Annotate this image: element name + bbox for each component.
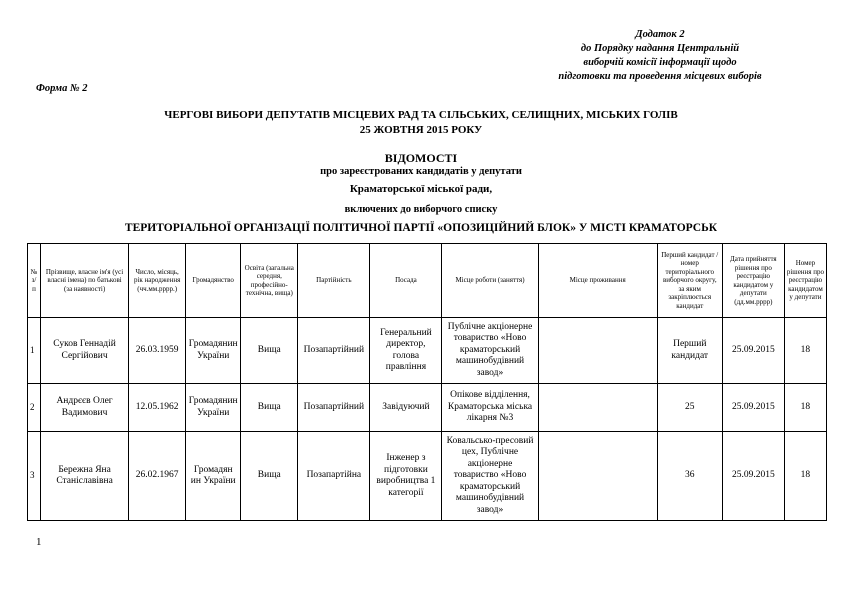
citizenship: Громадянин України [186, 318, 241, 384]
document-heading: ВІДОМОСТІ [384, 151, 458, 165]
column-header: Посада [370, 244, 442, 318]
appendix-line: виборчій комісії інформації щодо [583, 57, 737, 68]
workplace: Опікове відділення, Краматорська міська лікарня №3 [442, 384, 538, 432]
row-number: 3 [28, 432, 41, 521]
column-header: Громадянство [186, 244, 241, 318]
party-membership: Позапартійна [298, 432, 370, 521]
table-row [28, 384, 827, 432]
district-number: Перший кандидат [657, 318, 722, 384]
column-header: Число, місяць, рік народження (чч.мм.рррр.) [129, 244, 186, 318]
position: Завідуючий [370, 384, 442, 432]
decision-number: 18 [784, 318, 826, 384]
column-header: Місце проживання [538, 244, 657, 318]
election-date: 25 ЖОВТНЯ 2015 РОКУ [359, 124, 483, 136]
candidate-name: Суков Геннадій Сергійович [41, 318, 129, 384]
birth-date: 26.03.1959 [129, 318, 186, 384]
appendix-line: Додаток 2 [635, 29, 685, 40]
row-number: 1 [28, 318, 41, 384]
citizenship: Громадянин України [186, 384, 241, 432]
registration-date: 25.09.2015 [722, 318, 784, 384]
election-title: ЧЕРГОВІ ВИБОРИ ДЕПУТАТІВ МІСЦЕВИХ РАД ТА СІЛЬСЬКИХ, СЕЛИЩНИХ, МІСЬКИХ ГОЛІВ [164, 109, 678, 121]
column-header: Прізвище, власне ім'я (усі власні імена) по батькові (за наявності) [41, 244, 129, 318]
party-membership: Позапартійний [298, 384, 370, 432]
candidate-name: Бережна Яна Станіславівна [41, 432, 129, 521]
appendix-reference [500, 28, 820, 84]
page-number: 1 [36, 536, 42, 548]
column-header: Перший кандидат / номер територіального виборчого округу, за яким закріплюється кандидат [657, 244, 722, 318]
table-header-row [28, 244, 827, 318]
residence [538, 432, 657, 521]
decision-number: 18 [784, 384, 826, 432]
candidates-table [27, 243, 827, 521]
column-header: Освіта (загальна середня, професійно-технічна, вища) [241, 244, 298, 318]
candidate-name: Андрєєв Олег Вадимович [41, 384, 129, 432]
registration-date: 25.09.2015 [722, 432, 784, 521]
form-label: Форма № 2 [36, 83, 88, 94]
education: Вища [241, 318, 298, 384]
workplace: Публічне акціонерне товариство «Ново краматорський машинобудівний завод» [442, 318, 538, 384]
residence [538, 384, 657, 432]
registration-date: 25.09.2015 [722, 384, 784, 432]
list-subtitle: включених до виборчого списку [344, 204, 498, 215]
column-header: Партійність [298, 244, 370, 318]
column-header: Дата прийняття рішення про реєстрацію кандидатом у депутати (дд.мм.рррр) [722, 244, 784, 318]
education: Вища [241, 384, 298, 432]
workplace: Ковальсько-пресовий цех, Публічне акціонерне товариство «Ново краматорський машинобудівний завод» [442, 432, 538, 521]
document-subtitle: про зареєстрованих кандидатів у депутати [320, 166, 522, 177]
decision-number: 18 [784, 432, 826, 521]
appendix-line: підготовки та проведення місцевих виборів [558, 71, 762, 82]
residence [538, 318, 657, 384]
birth-date: 12.05.1962 [129, 384, 186, 432]
row-number: 2 [28, 384, 41, 432]
citizenship: Громадян ин України [186, 432, 241, 521]
appendix-line: до Порядку надання Центральній [580, 43, 740, 54]
column-header: Номер рішення про реєстрацію кандидатом у депутати [784, 244, 826, 318]
position: Генеральний директор, голова правління [370, 318, 442, 384]
council-name: Краматорської міської ради, [349, 183, 493, 195]
column-header: Місце роботи (заняття) [442, 244, 538, 318]
column-header: № з/п [28, 244, 41, 318]
position: Інженер з підготовки виробництва 1 категорії [370, 432, 442, 521]
birth-date: 26.02.1967 [129, 432, 186, 521]
district-number: 36 [657, 432, 722, 521]
party-name: ТЕРИТОРІАЛЬНОЇ ОРГАНІЗАЦІЇ ПОЛІТИЧНОЇ ПАРТІЇ «ОПОЗИЦІЙНИЙ БЛОК» У МІСТІ КРАМАТОРСЬК [124, 222, 718, 234]
table-row [28, 432, 827, 521]
party-membership: Позапартійний [298, 318, 370, 384]
table-row [28, 318, 827, 384]
education: Вища [241, 432, 298, 521]
district-number: 25 [657, 384, 722, 432]
